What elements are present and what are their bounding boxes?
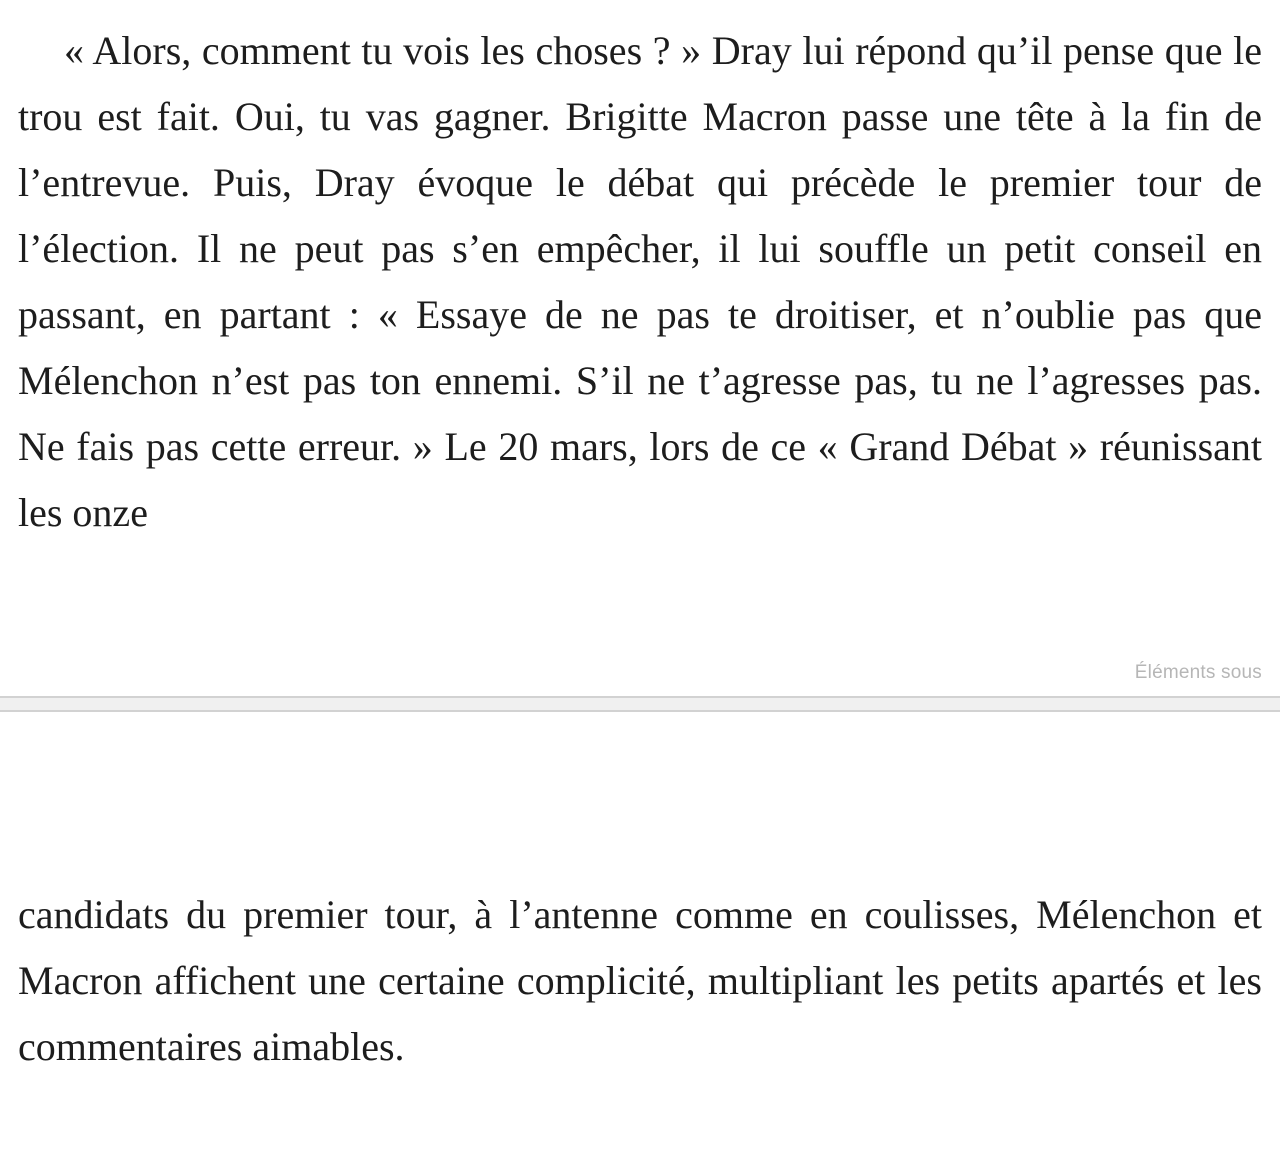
body-paragraph-bottom: candidats du premier tour, à l’antenne comme en coulisses, Mélenchon et Macron affichent une certaine complicité, multipliant les petits apartés et les commentaires aimables.	[18, 892, 1262, 1069]
watermark-row	[18, 644, 1262, 684]
page-bottom-text-block	[0, 882, 1280, 1080]
watermark-label: Éléments sous	[1134, 662, 1262, 683]
page-break-fill	[0, 698, 1280, 710]
page-break-divider	[0, 696, 1280, 712]
body-paragraph-top: « Alors, comment tu vois les choses ? » Dray lui répond qu’il pense que le trou est fait. Oui, tu vas gagner. Brigitte Macron passe une tête à la fin de l’entrevue. Puis, Dray évoque le débat qui précède le premier tour de l’élection. Il ne peut pas s’en empêcher, il lui souffle un petit conseil en passant, en partant : « Essaye de ne pas te droitiser, et n’oublie pas que Mélenchon n’est pas ton ennemi. S’il ne t’agresse pas, tu ne l’agresses pas. Ne fais pas cette erreur. » Le 20 mars, lors de ce « Grand Débat » réunissant les onze	[18, 28, 1262, 535]
